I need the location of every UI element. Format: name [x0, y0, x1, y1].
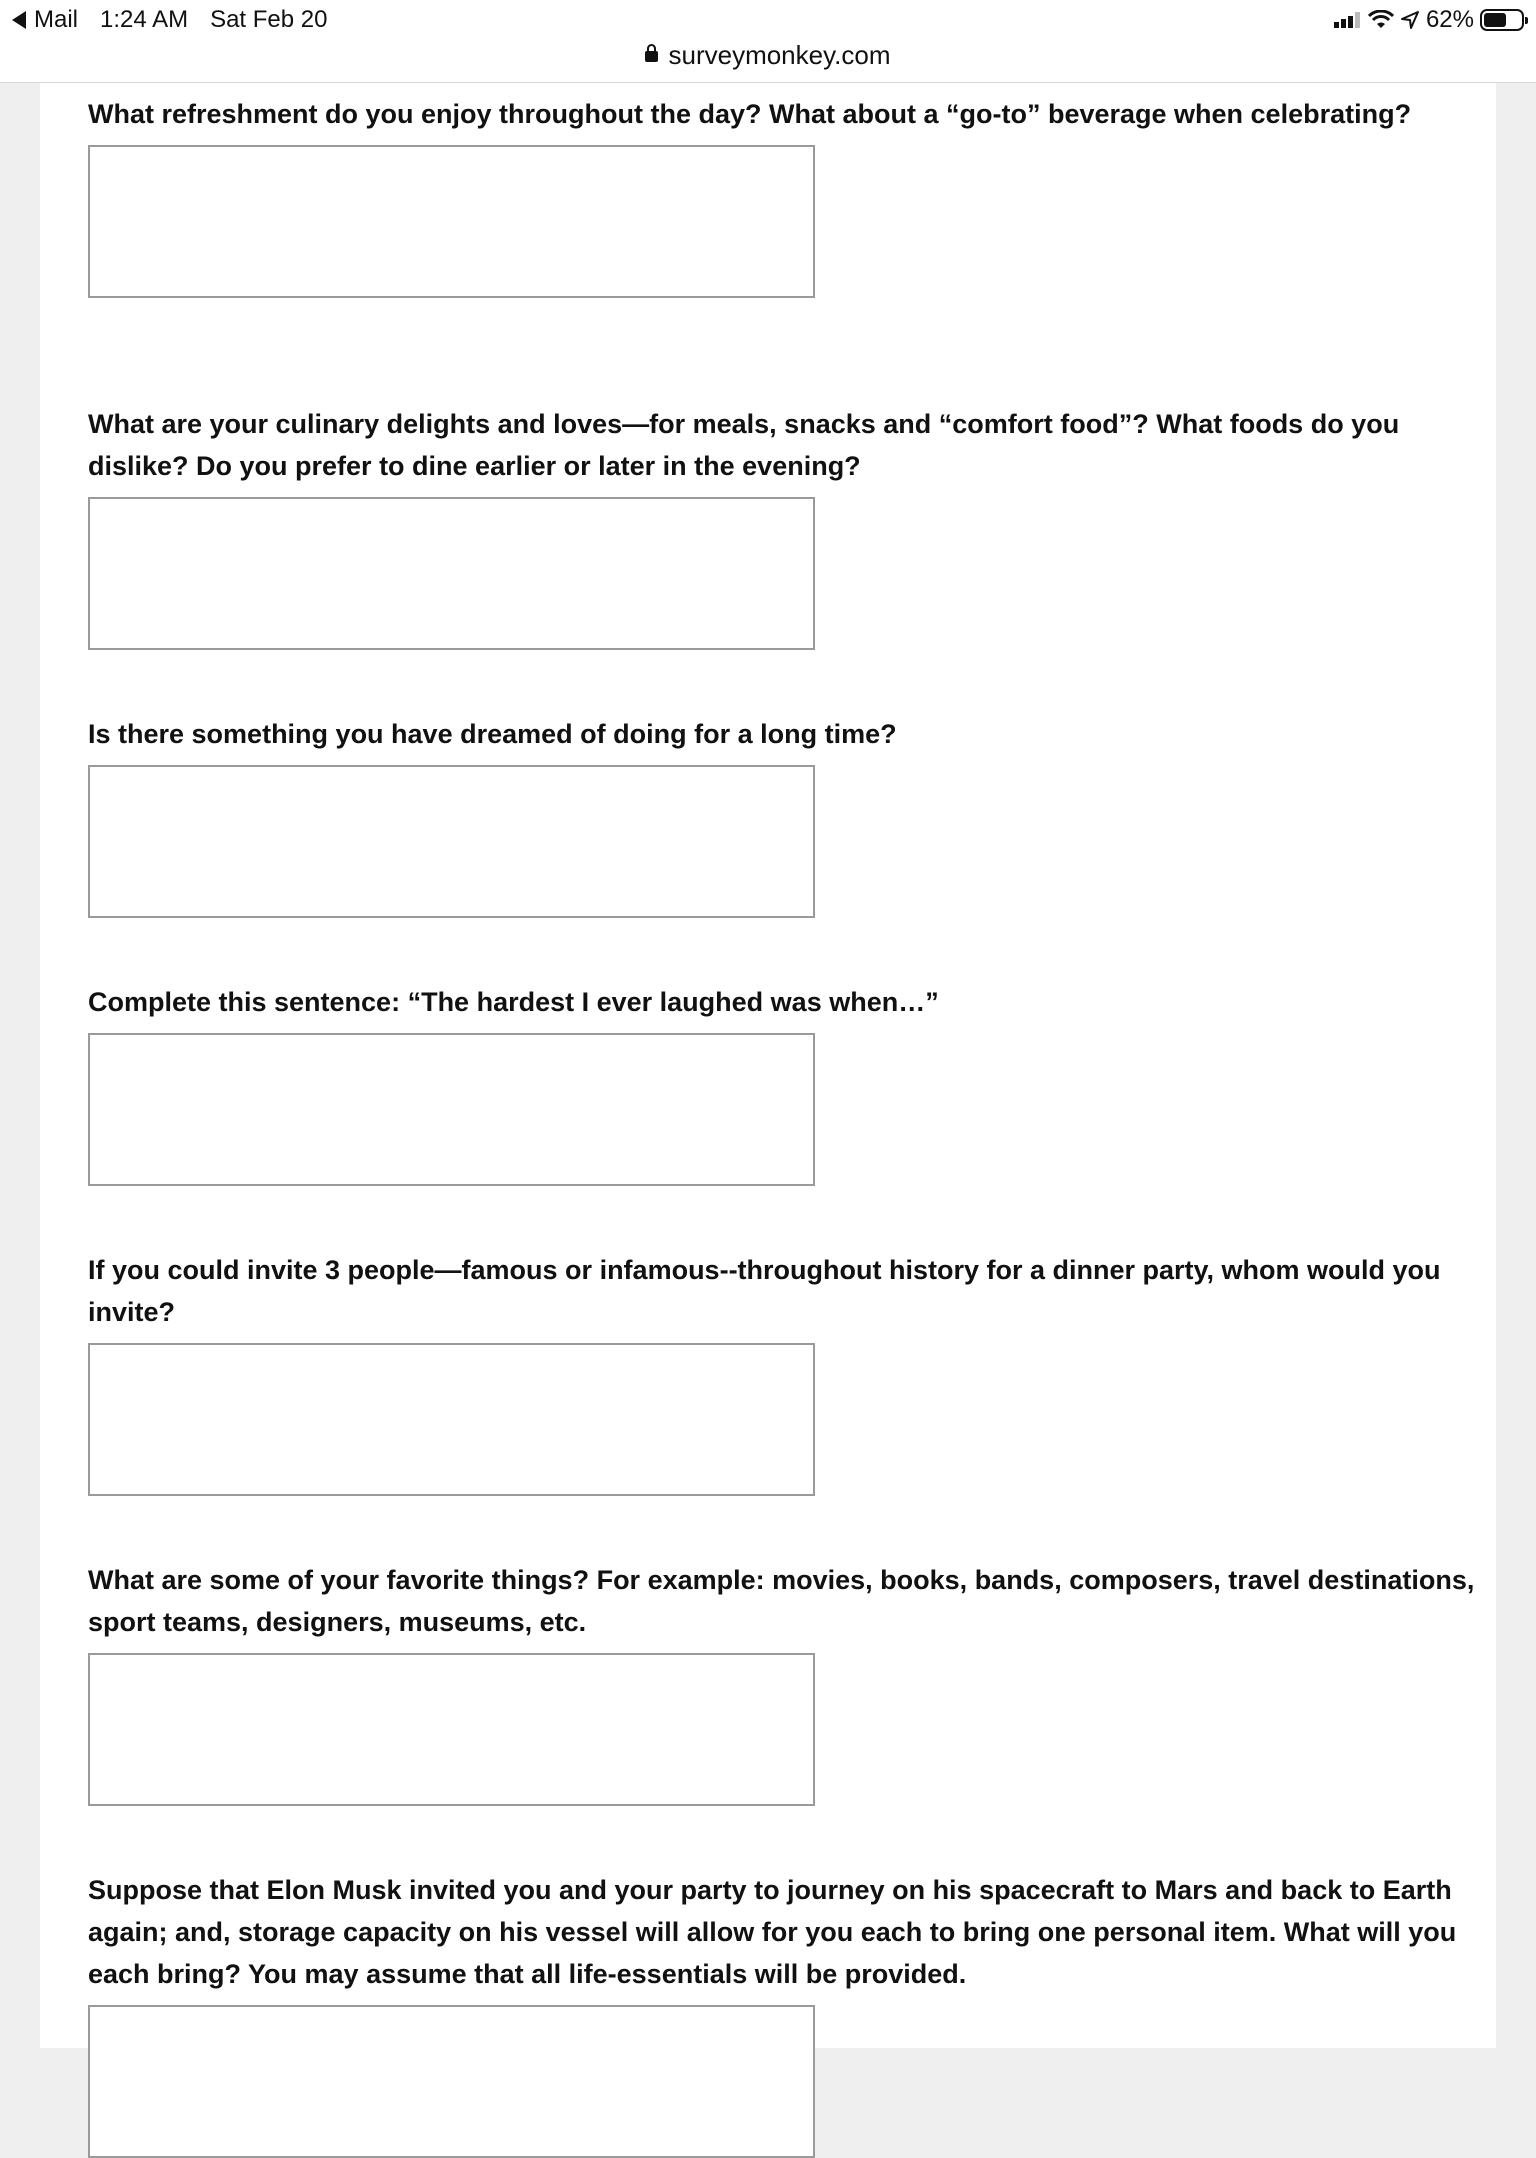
- survey-page: [40, 83, 1496, 2048]
- question-1: [88, 93, 1488, 298]
- question-text: What are some of your favorite things? For example: movies, books, bands, composers, travel destinations, sport teams, designers, museums, etc.: [88, 1565, 1475, 1637]
- url-bar[interactable]: [0, 38, 1536, 72]
- answer-input[interactable]: [88, 497, 815, 650]
- question-7: [88, 1869, 1488, 2158]
- wifi-icon: [1368, 10, 1394, 30]
- question-text: If you could invite 3 people—famous or infamous--throughout history for a dinner party, whom would you invite?: [88, 1255, 1441, 1327]
- answer-input[interactable]: [88, 1343, 815, 1496]
- back-app-label: Mail: [34, 6, 79, 33]
- url-text: surveymonkey.com: [668, 40, 891, 70]
- battery-level-fill: [1484, 13, 1506, 27]
- question-5: [88, 1249, 1488, 1496]
- status-right: [1334, 4, 1524, 36]
- question-text: Suppose that Elon Musk invited you and your party to journey on his spacecraft to Mars and back to Earth again; and, storage capacity on his vessel will allow for you each to bring one personal item. What will you each bring? You may assume that all life-essentials will be provided.: [88, 1875, 1457, 1989]
- battery-icon: [1480, 9, 1524, 31]
- answer-input[interactable]: [88, 1033, 815, 1186]
- back-arrow-icon: [12, 11, 26, 29]
- question-text: What refreshment do you enjoy throughout the day? What about a “go-to” beverage when celebrating?: [88, 99, 1412, 129]
- status-left: [12, 4, 328, 36]
- answer-input[interactable]: [88, 145, 815, 298]
- answer-input[interactable]: [88, 765, 815, 918]
- location-arrow-icon: [1400, 10, 1420, 30]
- question-3: [88, 713, 1488, 918]
- cellular-signal-icon: [1334, 12, 1360, 28]
- status-time: 1:24 AM: [100, 6, 189, 33]
- answer-input[interactable]: [88, 1653, 815, 1806]
- battery-percent: 62%: [1425, 6, 1474, 33]
- question-text: What are your culinary delights and loves—for meals, snacks and “comfort food”? What foods do you dislike? Do you prefer to dine earlier or later in the evening?: [88, 409, 1400, 481]
- question-4: [88, 981, 1488, 1186]
- lock-icon: [645, 51, 658, 62]
- status-date: Sat Feb 20: [210, 6, 328, 33]
- question-text: Is there something you have dreamed of doing for a long time?: [88, 719, 897, 749]
- question-text: Complete this sentence: “The hardest I ever laughed was when…”: [88, 987, 939, 1017]
- answer-input[interactable]: [88, 2005, 815, 2158]
- status-bar: [0, 0, 1536, 83]
- question-6: [88, 1559, 1488, 1806]
- question-2: [88, 403, 1488, 650]
- back-to-app-button[interactable]: [12, 4, 78, 36]
